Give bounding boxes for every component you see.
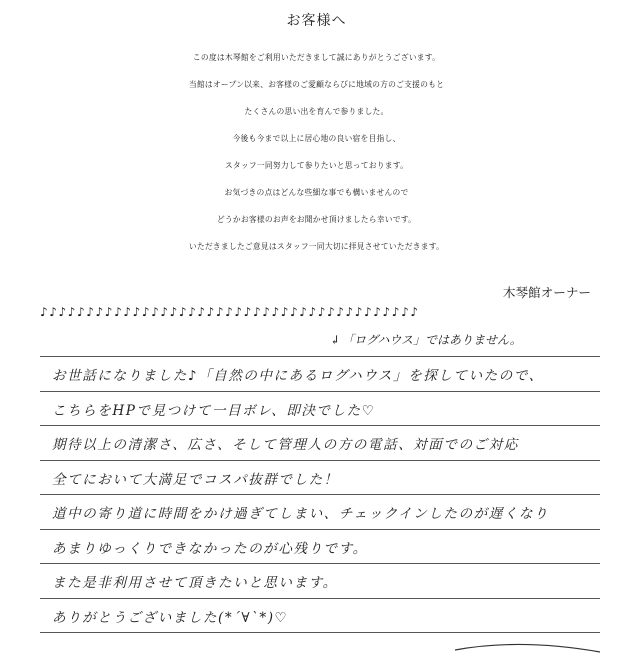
handwritten-annotation: [330, 331, 522, 348]
handwritten-line: こちらをHPで見つけて一目ボレ、即決でした♡: [52, 402, 376, 419]
letter-body-line: スタッフ一同努力して参りたいと思っております。: [224, 161, 409, 170]
letter-body-line: 当館はオープン以来、お客様のご愛顧ならびに地域の方のご支援のもと: [188, 80, 445, 89]
annotation-text: 「ログハウス」ではありません。: [342, 333, 522, 347]
ruled-line: [40, 460, 600, 495]
music-notes-divider: ♪♪♪♪♪♪♪♪♪♪♪♪♪♪♪♪♪♪♪♪♪♪♪♪♪♪♪♪♪♪♪♪♪♪♪♪♪♪♪♪♪: [40, 305, 420, 319]
pen-stroke: [455, 644, 600, 652]
handwritten-line: 道中の寄り道に時間をかけ過ぎてしまい、チェックインしたのが遅くなり: [52, 506, 550, 522]
ruled-line: [40, 529, 600, 564]
letter-body-line: 今後も今まで以上に居心地の良い宿を目指し、: [232, 134, 401, 143]
ruled-line: [40, 356, 600, 391]
letter-body-line: たくさんの思い出を育んで参りました。: [244, 107, 389, 116]
handwritten-line: お世話になりました♪「自然の中にあるログハウス」を探していたので、: [52, 368, 544, 384]
letter-title: お客様へ: [286, 13, 347, 29]
handwritten-line: あまりゆっくりできなかったのが心残りです。: [52, 540, 368, 557]
letter-body: [0, 44, 633, 260]
ruled-line: [40, 494, 600, 529]
letter-body-line: この度は木琴館をご利用いただきまして誠にありがとうございます。: [192, 53, 441, 62]
arrow-icon: ↲: [330, 333, 341, 347]
ruled-line: [40, 598, 600, 634]
letter-body-line: どうかお客様のお声をお聞かせ頂けましたら幸いです。: [216, 215, 417, 224]
handwritten-comment: [40, 356, 600, 633]
ruled-line: [40, 391, 600, 426]
ruled-line: [40, 563, 600, 598]
handwritten-line: 全てにおいて大満足でコスパ抜群でした！: [52, 471, 339, 488]
handwritten-line: また是非利用させて頂きたいと思います。: [52, 575, 338, 591]
handwritten-line: 期待以上の清潔さ、広さ、そして管理人の方の電話、対面でのご対応: [52, 437, 519, 453]
letter-body-line: お気づきの点はどんな些細な事でも構いませんので: [224, 188, 409, 197]
letter-body-line: いただきましたご意見はスタッフ一同大切に拝見させていただきます。: [188, 242, 445, 251]
handwritten-line: ありがとうございました(*´∀`*)♡: [52, 609, 289, 626]
ruled-line: [40, 425, 600, 460]
owner-signature: 木琴館オーナー: [502, 285, 591, 300]
